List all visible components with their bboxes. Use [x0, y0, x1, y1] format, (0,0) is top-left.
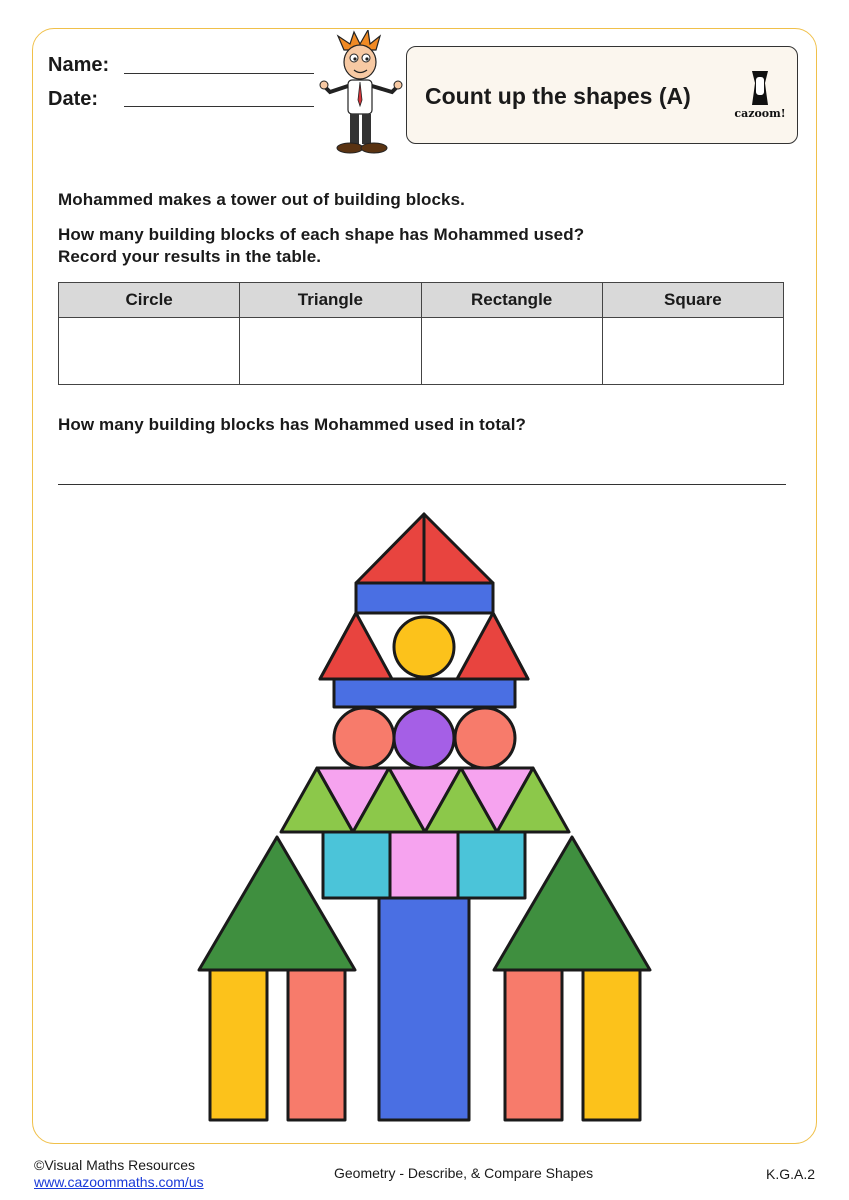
central-blue-rectangle — [379, 898, 469, 1120]
footer-url-link[interactable]: www.cazoommaths.com/us — [34, 1174, 204, 1190]
left-yellow-rectangle — [210, 970, 267, 1120]
roof-right-triangle — [424, 514, 493, 583]
intro-text: Mohammed makes a tower out of building blocks. — [58, 190, 465, 209]
footer-topic: Geometry - Describe, & Compare Shapes — [334, 1165, 594, 1181]
question-2: How many building blocks has Mohammed used in total? — [58, 415, 527, 434]
left-salmon-circle — [334, 708, 394, 768]
header-circle: Circle — [59, 283, 240, 318]
yellow-circle — [394, 617, 454, 677]
header-square: Square — [602, 283, 783, 318]
pink-square — [390, 832, 458, 898]
left-cyan-square — [323, 832, 390, 898]
top-blue-rectangle — [356, 583, 493, 613]
header-triangle: Triangle — [240, 283, 421, 318]
right-cyan-square — [458, 832, 525, 898]
left-salmon-rectangle — [288, 970, 345, 1120]
footer-copyright: ©Visual Maths Resources — [34, 1157, 196, 1173]
logo-text: cazoom! — [734, 107, 786, 120]
name-label: Name: — [48, 54, 110, 76]
purple-circle — [394, 708, 454, 768]
roof-left-triangle — [356, 514, 424, 583]
question-1-line-2: Record your results in the table. — [58, 247, 322, 266]
middle-blue-rectangle — [334, 679, 515, 707]
date-label: Date: — [48, 88, 99, 110]
right-salmon-circle — [455, 708, 515, 768]
worksheet-title: Count up the shapes (A) — [425, 83, 691, 109]
footer-standard-code: K.G.A.2 — [766, 1166, 816, 1182]
header-rectangle: Rectangle — [421, 283, 602, 318]
right-salmon-rectangle — [505, 970, 562, 1120]
right-yellow-rectangle — [583, 970, 640, 1120]
question-1-line-1: How many building blocks of each shape has Mohammed used? — [58, 225, 585, 244]
